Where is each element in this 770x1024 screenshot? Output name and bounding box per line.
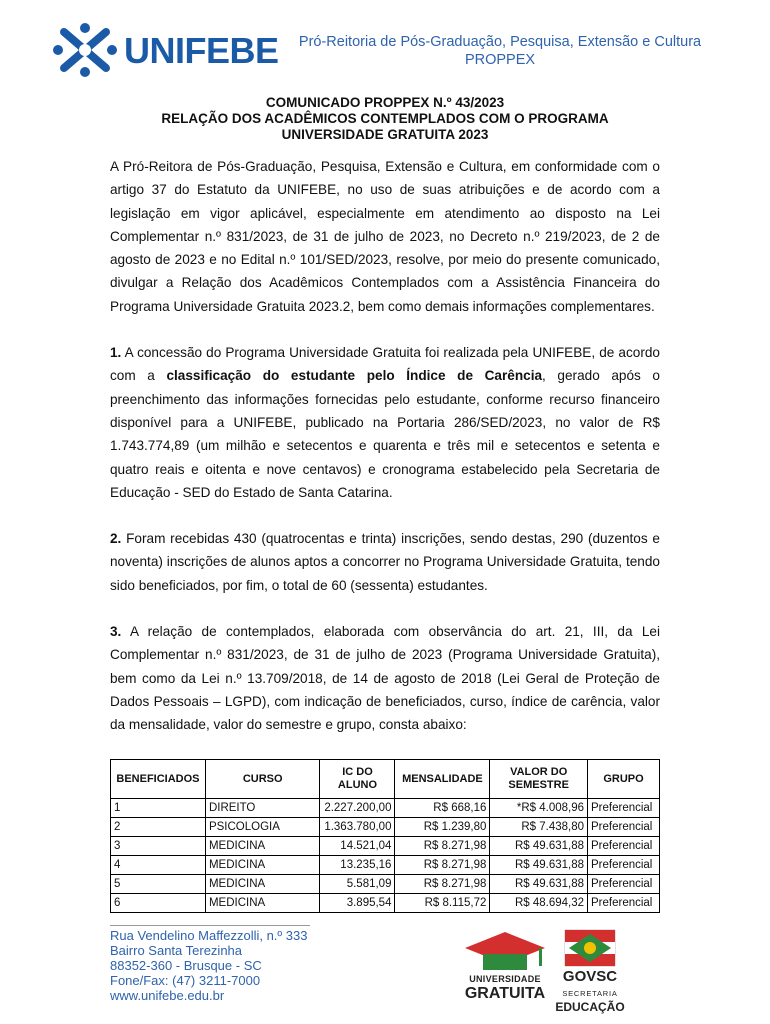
cell-beneficiado: 4: [111, 856, 206, 875]
item-3-text: A relação de contemplados, elaborada com observância do art. 21, III, da Lei Complementar n.º 831/2023, de 31 de julho de 2023 (Programa Universidade Gratuita), bem como da Lei n.º 13.709/2018, de 14 de agosto de 2018 (Lei Geral de Proteção de Dados Pessoais – LGPD), com indicação de beneficiados, curso, índice de carência, valor da mensalidade, valor do semestre e grupo, consta abaixo:: [110, 624, 660, 733]
cell-curso: MEDICINA: [205, 856, 320, 875]
document-body: [110, 155, 660, 737]
educacao-text: EDUCAÇÃO: [555, 1000, 625, 1014]
table-row: [111, 837, 660, 856]
header-ic-aluno: [320, 760, 395, 799]
cell-beneficiado: 5: [111, 875, 206, 894]
cell-grupo: Preferencial: [588, 894, 660, 913]
item-1-paragraph: [110, 341, 660, 504]
cell-ic: 13.235,16: [320, 856, 395, 875]
secretaria-text: SECRETARIA: [562, 989, 618, 998]
graduation-cap-icon: [455, 928, 555, 974]
cell-mensalidade: R$ 8.271,98: [395, 875, 490, 894]
item-3-paragraph: [110, 620, 660, 736]
header-curso: CURSO: [205, 760, 320, 799]
cell-grupo: Preferencial: [588, 799, 660, 818]
table-row: [111, 875, 660, 894]
cell-beneficiado: 1: [111, 799, 206, 818]
cell-ic: 5.581,09: [320, 875, 395, 894]
cell-grupo: Preferencial: [588, 837, 660, 856]
document-title: [100, 95, 670, 143]
cell-beneficiado: 3: [111, 837, 206, 856]
cell-mensalidade: R$ 668,16: [395, 799, 490, 818]
table-row: [111, 894, 660, 913]
cell-grupo: Preferencial: [588, 856, 660, 875]
table-row: [111, 799, 660, 818]
header-org-line1: Pró-Reitoria de Pós-Graduação, Pesquisa, Extensão e Cultura: [298, 34, 702, 50]
cell-curso: PSICOLOGIA: [205, 818, 320, 837]
unifebe-logo: [52, 20, 279, 80]
cell-grupo: Preferencial: [588, 875, 660, 894]
cell-mensalidade: R$ 8.115,72: [395, 894, 490, 913]
title-line3: UNIVERSIDADE GRATUITA 2023: [281, 127, 489, 142]
cell-ic: 3.895,54: [320, 894, 395, 913]
header-valor-line1: VALOR DO: [510, 766, 568, 778]
cell-beneficiado: 6: [111, 894, 206, 913]
cell-semestre: R$ 49.631,88: [490, 856, 588, 875]
title-line2: RELAÇÃO DOS ACADÊMICOS CONTEMPLADOS COM O PROGRAMA: [161, 111, 609, 126]
cell-ic: 14.521,04: [320, 837, 395, 856]
ug-line1: UNIVERSIDADE: [469, 974, 541, 984]
table-row: [111, 818, 660, 837]
header-valor-line2: SEMESTRE: [508, 779, 569, 791]
cell-curso: DIREITO: [205, 799, 320, 818]
item-1-number: 1.: [110, 345, 122, 361]
item-1-text-pre: A concessão do Programa Universidade Gratuita foi realizada pela UNIFEBE, de acordo com a: [110, 345, 660, 384]
item-1-bold-text: classificação do estudante pelo Índice de Carência: [166, 368, 543, 384]
cell-ic: 2.227.200,00: [320, 799, 395, 818]
govsc-educacao-logo: [555, 928, 625, 1018]
cell-semestre: R$ 48.694,32: [490, 894, 588, 913]
govsc-text: GOVSC: [562, 968, 618, 985]
table-header-row: [111, 760, 660, 799]
ug-line2: GRATUITA: [464, 985, 546, 1002]
cell-ic: 1.363.780,00: [320, 818, 395, 837]
item-1-text-post: , gerado após o preenchimento das informações fornecidas pelo estudante, conforme recurso financeiro disponível para a UNIFEBE, publicado na Portaria 286/SED/2023, no valor de R$ 1.743.774,89 (um milhão e setecentos e quarenta e três mil e setecentos e setenta e quatro reais e oitenta e nove centavos) e cronograma estabelecido pela Secretaria de Educação - SED do Estado de Santa Catarina.: [110, 368, 660, 500]
header-beneficiados: BENEFICIADOS: [111, 760, 206, 799]
item-2-text: Foram recebidas 430 (quatrocentas e trinta) inscrições, sendo destas, 290 (duzentos e noventa) inscrições de alunos aptos a concorrer no Programa Universidade Gratuita, tendo sido beneficiados, por fim, o total de 60 (sessenta) estudantes.: [110, 531, 660, 593]
header-org-line2: PROPPEX: [464, 52, 536, 68]
cell-mensalidade: R$ 1.239,80: [395, 818, 490, 837]
universidade-gratuita-logo: [455, 928, 555, 1008]
table-row: [111, 856, 660, 875]
item-2-number: 2.: [110, 531, 122, 547]
logo-wordmark: UNIFEBE: [124, 30, 279, 71]
cell-curso: MEDICINA: [205, 894, 320, 913]
cell-semestre: R$ 49.631,88: [490, 837, 588, 856]
cell-curso: MEDICINA: [205, 875, 320, 894]
footer-address-line2: Bairro Santa Terezinha: [110, 943, 243, 958]
cell-semestre: R$ 7.438,80: [490, 818, 588, 837]
cell-curso: MEDICINA: [205, 837, 320, 856]
cell-semestre: *R$ 4.008,96: [490, 799, 588, 818]
intro-paragraph: A Pró-Reitora de Pós-Graduação, Pesquisa, Extensão e Cultura, em conformidade com o artigo 37 do Estatuto da UNIFEBE, no uso de suas atribuições e de acordo com a legislação em vigor aplicável, especialmente em atendimento ao disposto na Lei Complementar n.º 831/2023, de 31 de julho de 2023, no Decreto n.º 219/2023, de 2 de agosto de 2023 e no Edital n.º 101/SED/2023, resolve, por meio do presente comunicado, divulgar a Relação dos Acadêmicos Contemplados com a Assistência Financeira do Programa Universidade Gratuita 2023.2, bem como demais informações complementares.: [110, 159, 660, 314]
footer-address: [110, 928, 307, 1003]
cell-mensalidade: R$ 8.271,98: [395, 837, 490, 856]
header-ic-line2: ALUNO: [337, 779, 378, 791]
footer-website: www.unifebe.edu.br: [110, 988, 225, 1003]
header-grupo: GRUPO: [588, 760, 660, 799]
unifebe-emblem-icon: [52, 20, 118, 80]
item-3-number: 3.: [110, 624, 122, 640]
header-valor-semestre: [490, 760, 588, 799]
footer-phone: Fone/Fax: (47) 3211-7000: [110, 973, 261, 988]
item-2-paragraph: [110, 527, 660, 597]
header-organization: [275, 33, 725, 69]
cell-semestre: R$ 49.631,88: [490, 875, 588, 894]
header-ic-line1: IC DO: [342, 766, 373, 778]
cell-mensalidade: R$ 8.271,98: [395, 856, 490, 875]
header-mensalidade: MENSALIDADE: [395, 760, 490, 799]
footer-address-line1: Rua Vendelino Maffezzolli, n.º 333: [110, 928, 308, 943]
title-line1: COMUNICADO PROPPEX N.º 43/2023: [265, 95, 505, 110]
footer-divider: [110, 925, 310, 926]
beneficiaries-table: [110, 759, 660, 913]
footer-address-line3: 88352-360 - Brusque - SC: [110, 958, 262, 973]
sc-flag-icon: [555, 928, 625, 968]
cell-beneficiado: 2: [111, 818, 206, 837]
cell-grupo: Preferencial: [588, 818, 660, 837]
